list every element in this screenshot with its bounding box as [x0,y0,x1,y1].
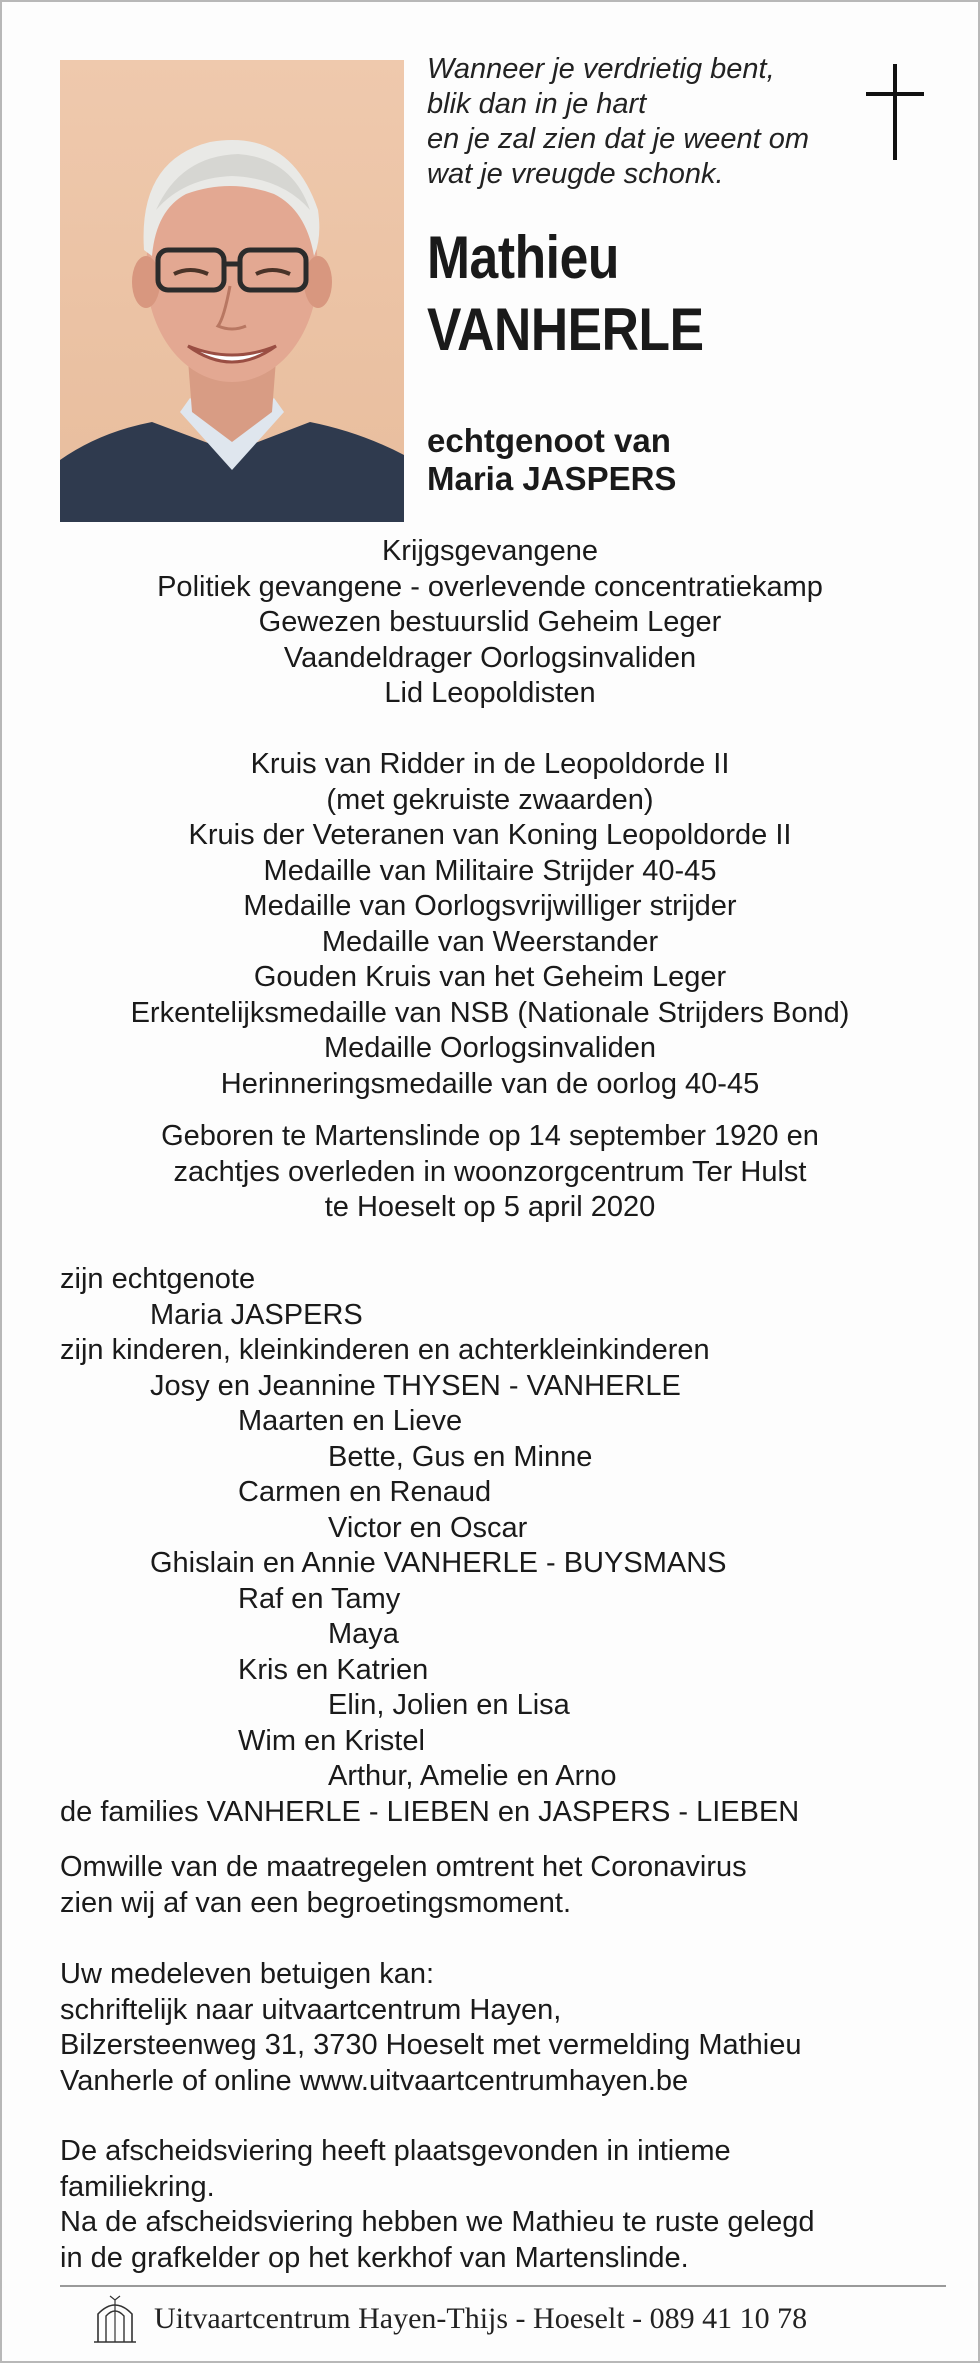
family-member-line: Elin, Jolien en Lisa [328,1689,570,1721]
birth-death-line: zachtjes overleden in woonzorgcentrum Ter Hulst [173,1155,807,1188]
gate-logo-icon [92,2294,138,2344]
footer [92,2292,807,2346]
spouse-line: echtgenoot van [427,422,671,459]
family-member-line: Raf en Tamy [238,1582,401,1615]
poem-line: blik dan in je hart [427,88,647,120]
farewell-line: Na de afscheidsviering hebben we Mathieu te ruste gelegd [60,2206,815,2238]
title-line: Krijgsgevangene [381,535,599,567]
farewell-line: De afscheidsviering heeft plaatsgevonden in intieme [60,2135,731,2167]
condolence-line: schriftelijk naar uitvaartcentrum Hayen, [60,1993,562,2026]
family-member-line: Maarten en Lieve [238,1405,463,1437]
first-name: Mathieu [427,224,619,291]
funeral-home-contact: Uitvaartcentrum Hayen-Thijs - Hoeselt - 089 41 10 78 [154,2302,808,2335]
birth-death-line: Geboren te Martenslinde op 14 september 1920 en [161,1120,819,1152]
family-member-line: Victor en Oscar [328,1511,528,1544]
farewell-line: in de grafkelder op het kerkhof van Martenslinde. [60,2241,689,2274]
birth-death-block [60,1119,920,1226]
deceased-name [427,222,704,366]
title-line: Politiek gevangene - overlevende concentratiekamp [157,570,823,603]
titles-block [60,534,920,712]
condolence-line: Uw medeleven betuigen kan: [60,1958,435,1990]
family-member-line: Kris en Katrien [238,1653,429,1686]
decoration-line: Kruis van Ridder in de Leopoldorde II [250,748,730,780]
cross-icon [866,64,924,160]
decoration-line: Kruis der Veteranen van Koning Leopoldorde II [188,819,792,851]
poem-line: en je zal zien dat je weent om [427,123,810,155]
title-line: Vaandeldrager Oorlogsinvaliden [283,641,697,674]
decoration-line: Gouden Kruis van het Geheim Leger [253,961,727,993]
family-member-line: zijn echtgenote [60,1263,256,1295]
title-line: Gewezen bestuurslid Geheim Leger [258,606,722,638]
decoration-line: Herinneringsmedaille van de oorlog 40-45 [220,1067,760,1100]
notice-line: Omwille van de maatregelen omtrent het Coronavirus [60,1851,747,1883]
decoration-line: Medaille van Weerstander [321,925,659,958]
family-member-line: de families VANHERLE - LIEBEN en JASPERS - LIEBEN [60,1795,800,1828]
birth-death-line: te Hoeselt op 5 april 2020 [324,1191,656,1223]
title-line: Lid Leopoldisten [384,677,596,709]
spouse-name: Maria JASPERS [427,460,677,497]
decoration-line: Medaille van Militaire Strijder 40-45 [263,854,717,887]
farewell-info [60,2134,940,2276]
family-list [60,1262,799,1830]
condolence-line: Vanherle of online www.uitvaartcentrumhayen.be [60,2064,689,2097]
notice-line: zien wij af van een begroetingsmoment. [60,1886,572,1919]
footer-divider [60,2285,946,2287]
family-member-line: Arthur, Amelie en Arno [328,1760,617,1792]
family-member-line: Ghislain en Annie VANHERLE - BUYSMANS [150,1547,727,1579]
decoration-line: Erkentelijksmedaille van NSB (Nationale Strijders Bond) [130,996,850,1029]
last-name: VANHERLE [427,296,704,363]
farewell-line: familiekring. [60,2170,215,2203]
family-member-line: Maria JASPERS [150,1298,363,1331]
corona-notice [60,1850,940,1921]
poem [427,52,809,192]
family-member-line: Wim en Kristel [238,1724,425,1757]
family-member-line: zijn kinderen, kleinkinderen en achterkleinkinderen [60,1334,710,1366]
family-member-line: Carmen en Renaud [238,1476,492,1508]
decoration-line: Medaille Oorlogsinvaliden [323,1032,657,1064]
decoration-line: (met gekruiste zwaarden) [326,783,654,816]
family-member-line: Bette, Gus en Minne [328,1440,593,1473]
family-member-line: Josy en Jeannine THYSEN - VANHERLE [150,1369,681,1402]
condolence-info [60,1957,940,2099]
poem-line: wat je vreugde schonk. [427,158,724,190]
decoration-line: Medaille van Oorlogsvrijwilliger strijder [243,890,737,922]
family-member-line: Maya [328,1618,399,1650]
poem-line: Wanneer je verdrietig bent, [427,53,775,85]
decorations-block [60,747,920,1102]
portrait-photo [60,60,404,522]
spouse-info [427,422,676,498]
condolence-line: Bilzersteenweg 31, 3730 Hoeselt met vermelding Mathieu [60,2029,802,2061]
